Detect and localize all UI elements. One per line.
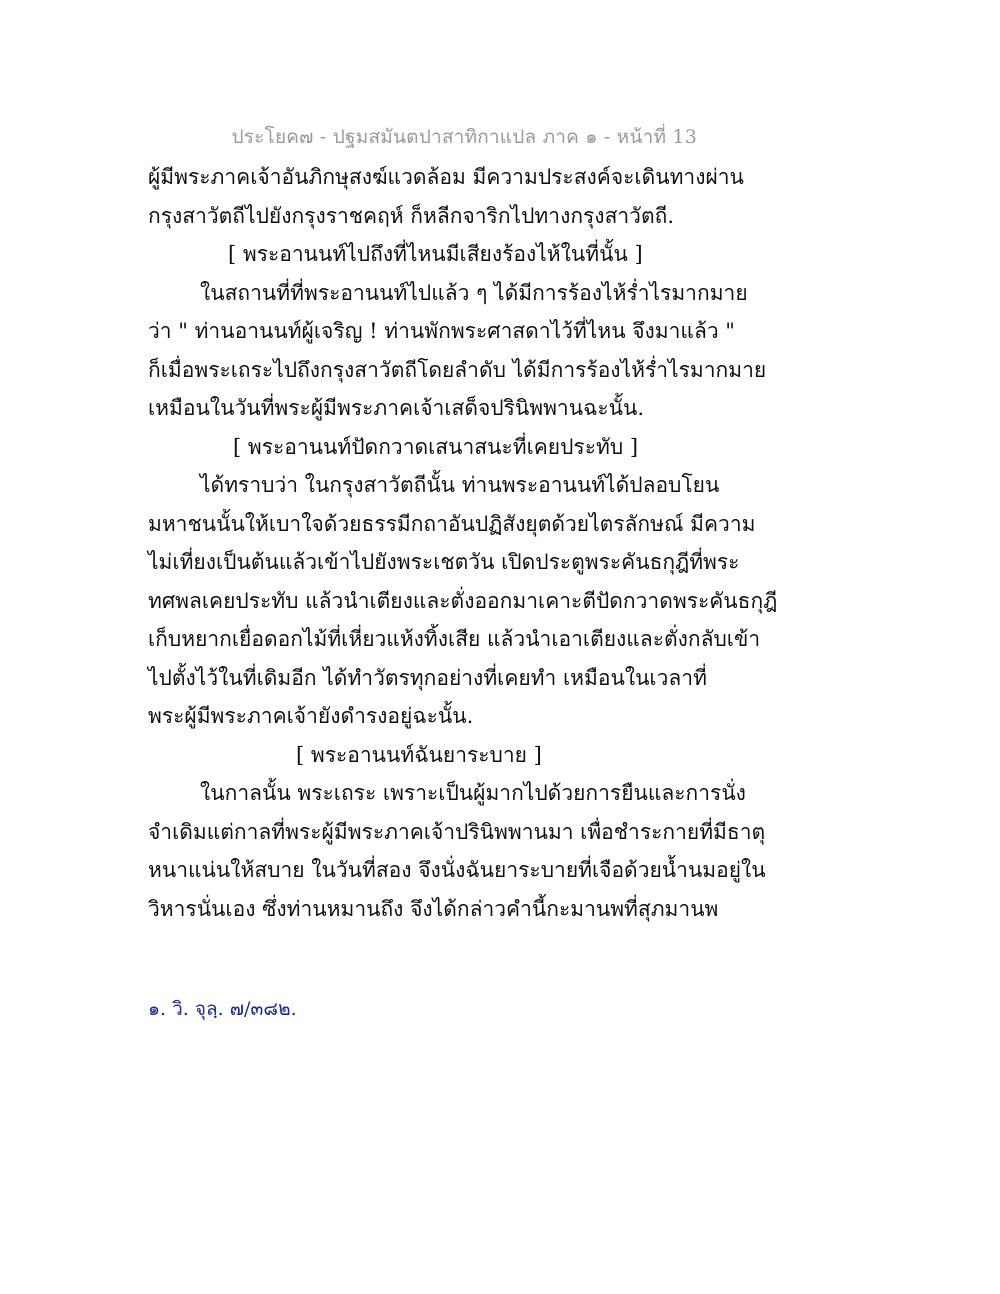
text-line: จำเดิมแต่กาลที่พระผู้มีพระภาคเจ้าปรินิพพานมา เพื่อชำระกายที่มีธาตุ bbox=[148, 819, 766, 844]
text-line: เหมือนในวันที่พระผู้มีพระภาคเจ้าเสด็จปรินิพพานฉะนั้น. bbox=[148, 396, 645, 420]
text-line: วิหารนั่นเอง ซึ่งท่านหมานถึง จึงได้กล่าวคำนี้กะมานพที่สุภมานพ bbox=[148, 896, 719, 921]
text-line: ผู้มีพระภาคเจ้าอันภิกษุสงฆ์แวดล้อม มีความประสงค์จะเดินทางผ่าน bbox=[148, 165, 744, 189]
section-heading: [ พระอานนท์ปัดกวาดเสนาสนะที่เคยประทับ ] bbox=[233, 434, 639, 459]
text-line: เก็บหยากเยื่อดอกไม้ที่เหี่ยวแห้งทิ้งเสีย แล้วนำเอาเตียงและตั่งกลับเข้า bbox=[148, 627, 761, 651]
text-line: มหาชนนั้นให้เบาใจด้วยธรรมีกถาอันปฏิสังยุตด้วยไตรลักษณ์ มีความ bbox=[148, 511, 756, 536]
text-line: หนาแน่นให้สบาย ในวันที่สอง จึงนั่งฉันยาระบายที่เจือด้วยน้ำนมอยู่ใน bbox=[148, 858, 766, 882]
text-line: ไปตั้งไว้ในที่เดิมอีก ได้ทำวัตรทุกอย่างที่เคยทำ เหมือนในเวลาที่ bbox=[148, 665, 707, 690]
paragraph-first-line: ในสถานที่ที่พระอานนท์ไปแล้ว ๆ ได้มีการร้องไห้ร่ำไรมากมาย bbox=[200, 280, 748, 305]
running-header: ประโยค๗ - ปฐมสมันตปาสาทิกาแปล ภาค ๑ - หน้าที่ 13 bbox=[231, 126, 697, 148]
text-line: ว่า " ท่านอานนท์ผู้เจริญ ! ท่านพักพระศาสดาไว้ที่ไหน จึงมาแล้ว " bbox=[148, 319, 735, 343]
text-line: ไม่เที่ยงเป็นต้นแล้วเข้าไปยังพระเชตวัน เปิดประตูพระคันธกุฎีที่พระ bbox=[148, 550, 740, 574]
section-heading: [ พระอานนท์ไปถึงที่ไหนมีเสียงร้องไห้ในที่นั้น ] bbox=[228, 242, 643, 266]
text-line: ทศพลเคยประทับ แล้วนำเตียงและตั่งออกมาเคาะตีปัดกวาดพระคันธกุฎี bbox=[148, 588, 778, 613]
section-heading: [ พระอานนท์ฉันยาระบาย ] bbox=[296, 742, 542, 767]
body-text bbox=[148, 158, 778, 928]
text-line: กรุงสาวัตถีไปยังกรุงราชคฤห์ ก็หลีกจาริกไปทางกรุงสาวัตถี. bbox=[148, 203, 674, 228]
text-line: ก็เมื่อพระเถระไปถึงกรุงสาวัตถีโดยลำดับ ได้มีการร้องไห้ร่ำไรมากมาย bbox=[148, 357, 767, 382]
paragraph-first-line: ในกาลนั้น พระเถระ เพราะเป็นผู้มากไปด้วยการยืนและการนั่ง bbox=[200, 781, 746, 805]
text-line: พระผู้มีพระภาคเจ้ายังดำรงอยู่ฉะนั้น. bbox=[148, 704, 474, 728]
paragraph-first-line: ได้ทราบว่า ในกรุงสาวัตถีนั้น ท่านพระอานนท์ได้ปลอบโยน bbox=[200, 473, 720, 497]
footnote: ๑. วิ. จุลฺ. ๗/๓๘๒. bbox=[148, 998, 297, 1020]
